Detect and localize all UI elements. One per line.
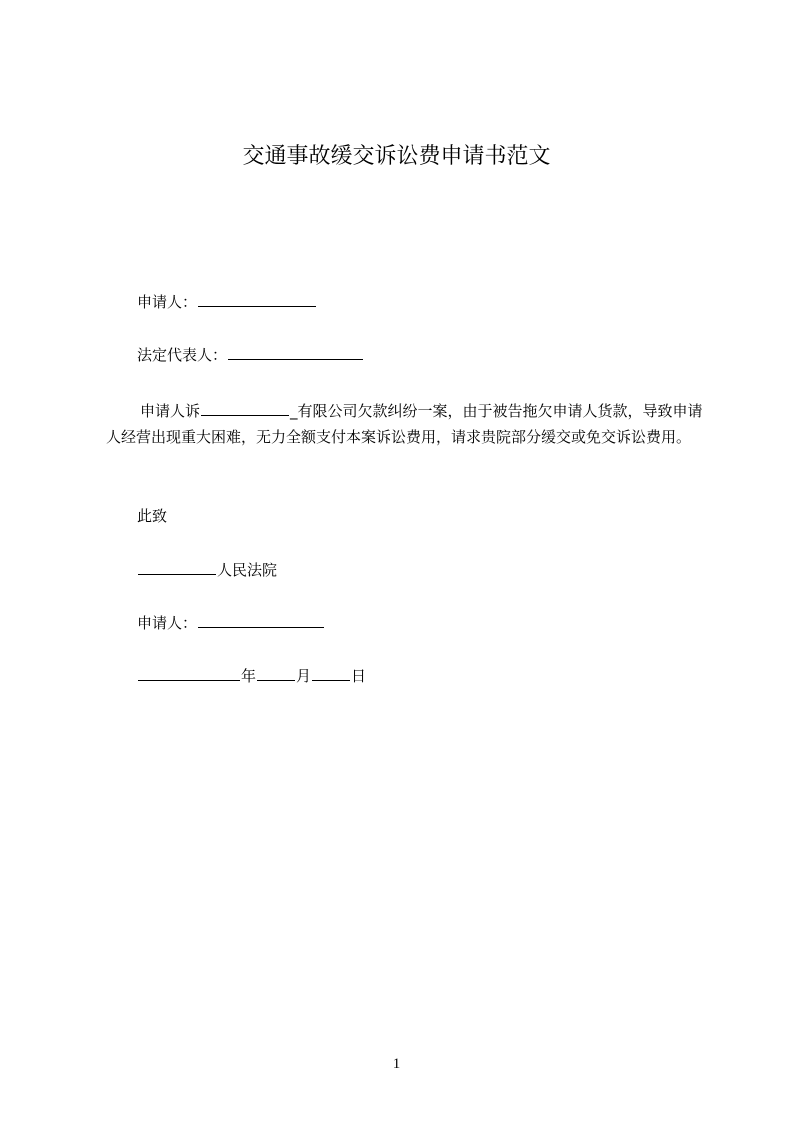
applicant-signature-blank (198, 612, 324, 628)
applicant-signature-line (137, 612, 325, 633)
applicant-label: 申请人： (137, 293, 198, 311)
request-text-rest: _有限公司欠款纠纷一案，由于被告拖欠申请人货款，导致申请人经营出现重大困难，无力全额支付本案诉讼费用，请求贵院部分缓交或免交诉讼费用。 (106, 402, 703, 446)
legal-representative-line (137, 344, 364, 365)
legal-representative-blank (228, 344, 363, 360)
court-suffix: 人民法院 (217, 561, 278, 579)
applicant-blank (198, 291, 316, 307)
document-title: 交通事故缓交诉讼费申请书范文 (242, 144, 551, 169)
page-number: 1 (392, 1056, 401, 1072)
applicant-signature-label: 申请人： (137, 614, 198, 632)
year-label: 年 (241, 667, 257, 685)
request-paragraph (106, 398, 706, 450)
court-line (137, 559, 277, 580)
salutation: 此致 (137, 507, 168, 525)
company-name-blank (201, 400, 289, 416)
day-label: 日 (351, 667, 367, 685)
court-name-blank (138, 559, 216, 575)
month-blank (257, 665, 295, 681)
year-blank (138, 665, 240, 681)
date-line (137, 665, 366, 686)
legal-representative-label: 法定代表人： (137, 346, 228, 364)
day-blank (312, 665, 350, 681)
request-text-start: 申请人诉 (140, 402, 201, 420)
applicant-line (137, 291, 317, 312)
month-label: 月 (296, 667, 312, 685)
